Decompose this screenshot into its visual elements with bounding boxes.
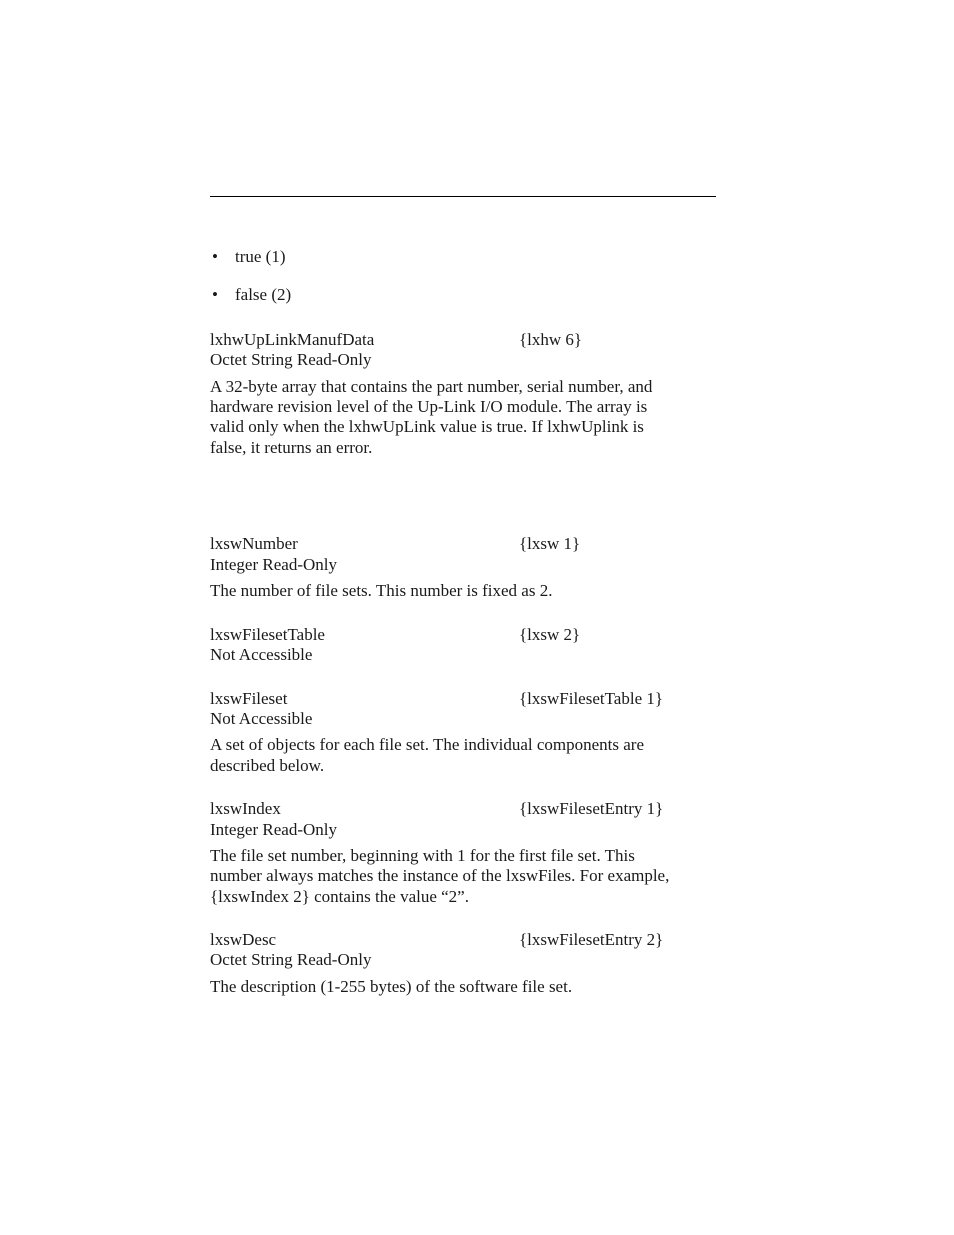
- object-description-line: valid only when the lxhwUpLink value is true. If lxhwUplink is: [210, 417, 644, 436]
- list-item: [212, 285, 291, 306]
- object-type: Integer Read-Only: [210, 555, 337, 574]
- object-ref: {lxswFilesetTable 1}: [519, 689, 664, 708]
- object-type: Not Accessible: [210, 709, 313, 728]
- list-item-text: false (2): [235, 285, 292, 304]
- list-item: [212, 247, 286, 268]
- object-ref: {lxswFilesetEntry 1}: [519, 799, 664, 818]
- object-name: lxswDesc: [210, 930, 277, 949]
- object-description-line: The description (1-255 bytes) of the software file set.: [210, 977, 573, 996]
- object-ref: {lxswFilesetEntry 2}: [519, 930, 664, 949]
- object-description-line: described below.: [210, 756, 325, 775]
- object-description-line: {lxswIndex 2} contains the value “2”.: [210, 887, 469, 906]
- object-description-line: A 32-byte array that contains the part number, serial number, and: [210, 377, 653, 396]
- object-description-line: false, it returns an error.: [210, 438, 373, 457]
- object-description-line: A set of objects for each file set. The individual components are: [210, 735, 644, 754]
- object-ref: {lxhw 6}: [519, 330, 583, 349]
- bullet-icon: •: [212, 285, 218, 304]
- bullet-icon: •: [212, 247, 218, 266]
- object-ref: {lxsw 1}: [519, 534, 581, 553]
- list-item-text: true (1): [235, 247, 286, 266]
- object-description-line: hardware revision level of the Up-Link I/O module. The array is: [210, 397, 648, 416]
- object-description-line: number always matches the instance of the lxswFiles. For example,: [210, 866, 670, 885]
- object-name: lxswFilesetTable: [210, 625, 325, 644]
- object-description-line: The number of file sets. This number is fixed as 2.: [210, 581, 553, 600]
- object-name: lxswFileset: [210, 689, 288, 708]
- object-ref: {lxsw 2}: [519, 625, 581, 644]
- object-type: Not Accessible: [210, 645, 313, 664]
- object-type: Octet String Read-Only: [210, 950, 372, 969]
- header-rule: [210, 196, 716, 197]
- object-name: lxswIndex: [210, 799, 281, 818]
- object-name: lxswNumber: [210, 534, 298, 553]
- object-description-line: The file set number, beginning with 1 for the first file set. This: [210, 846, 635, 865]
- object-name: lxhwUpLinkManufData: [210, 330, 375, 349]
- object-type: Octet String Read-Only: [210, 350, 372, 369]
- object-type: Integer Read-Only: [210, 820, 337, 839]
